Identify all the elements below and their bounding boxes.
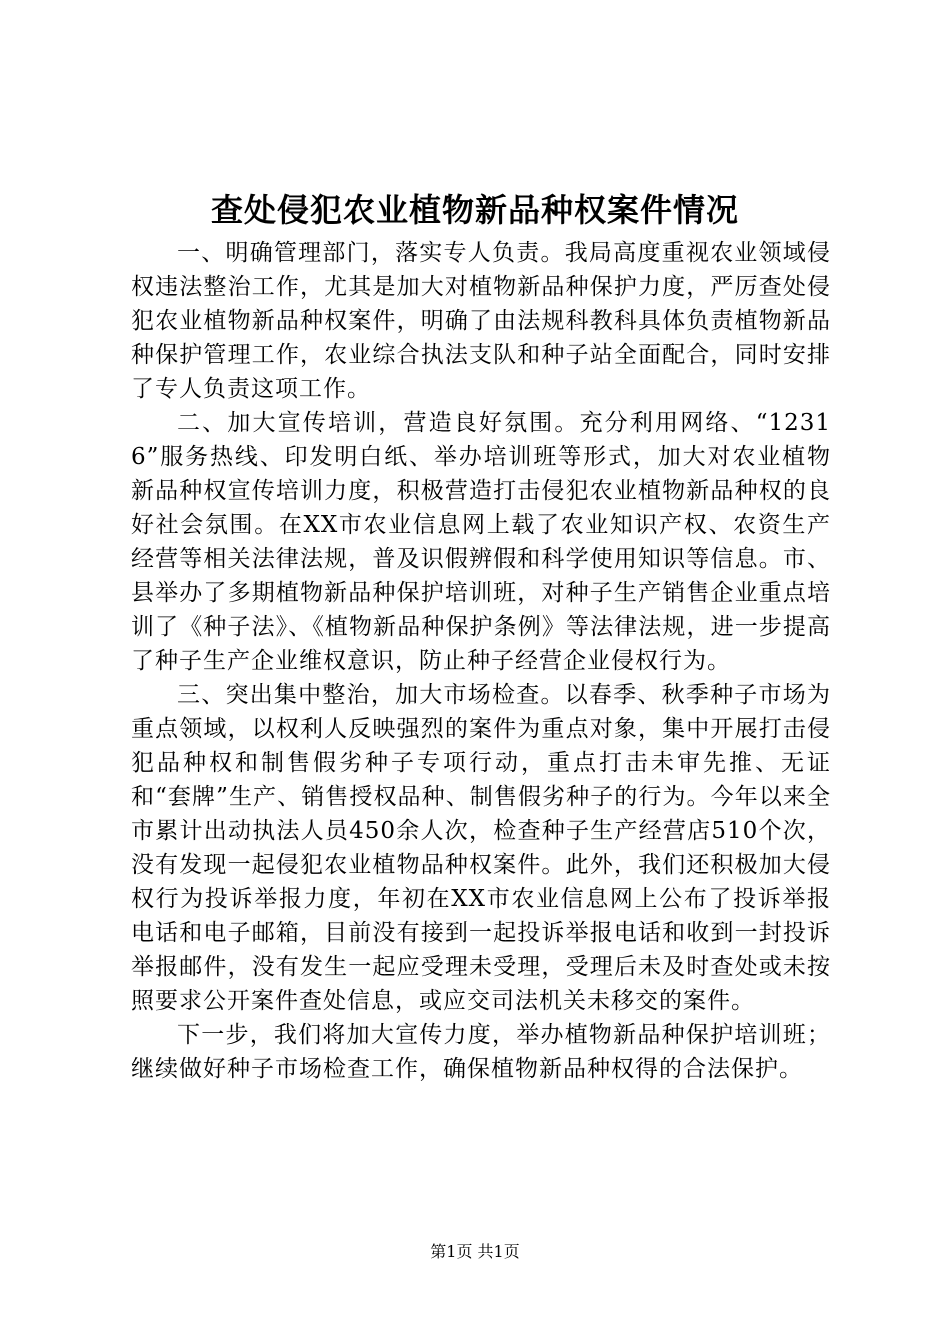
paragraph-3: 三、突出集中整治，加大市场检查。以春季、秋季种子市场为重点领域，以权利人反映强烈的案件为重点对象，集中开展打击侵犯品种权和制售假劣种子专项行动，重点打击未审先推、无证和“套牌”生产、销售授权品种、制售假劣种子的行为。今年以来全市累计出动执法人员450余人次，检查种子生产经营店510个次，没有发现一起侵犯农业植物品种权案件。此外，我们还积极加大侵权行为投诉举报力度，年初在XX市农业信息网上公布了投诉举报电话和电子邮箱，目前没有接到一起投诉举报电话和收到一封投诉举报邮件，没有发生一起应受理未受理，受理后未及时查处或未按照要求公开案件查处信息，或应交司法机关未移交的案件。 (131, 682, 831, 1014)
document-title: 查处侵犯农业植物新品种权案件情况 (210, 191, 739, 229)
paragraph-2: 二、加大宣传培训，营造良好氛围。充分利用网络、“12316”服务热线、印发明白纸、举办培训班等形式，加大对农业植物新品种权宣传培训力度，积极营造打击侵犯农业植物新品种权的良好社会氛围。在XX市农业信息网上载了农业知识产权、农资生产经营等相关法律法规，普及识假辨假和科学使用知识等信息。市、县举办了多期植物新品种保护培训班，对种子生产销售企业重点培训了《种子法》、《植物新品种保护条例》等法律法规，进一步提高了种子生产企业维权意识，防止种子经营企业侵权行为。 (131, 410, 831, 674)
paragraph-1: 一、明确管理部门，落实专人负责。我局高度重视农业领域侵权违法整治工作，尤其是加大对植物新品种保护力度，严厉查处侵犯农业植物新品种权案件，明确了由法规科教科具体负责植物新品种保护管理工作，农业综合执法支队和种子站全面配合，同时安排了专人负责这项工作。 (131, 240, 831, 402)
paragraph-4: 下一步，我们将加大宣传力度，举办植物新品种保护培训班；继续做好种子市场检查工作，确保植物新品种权得的合法保护。 (131, 1022, 831, 1082)
document-body (131, 236, 831, 1086)
page-number: 第1页 共1页 (430, 1242, 520, 1261)
